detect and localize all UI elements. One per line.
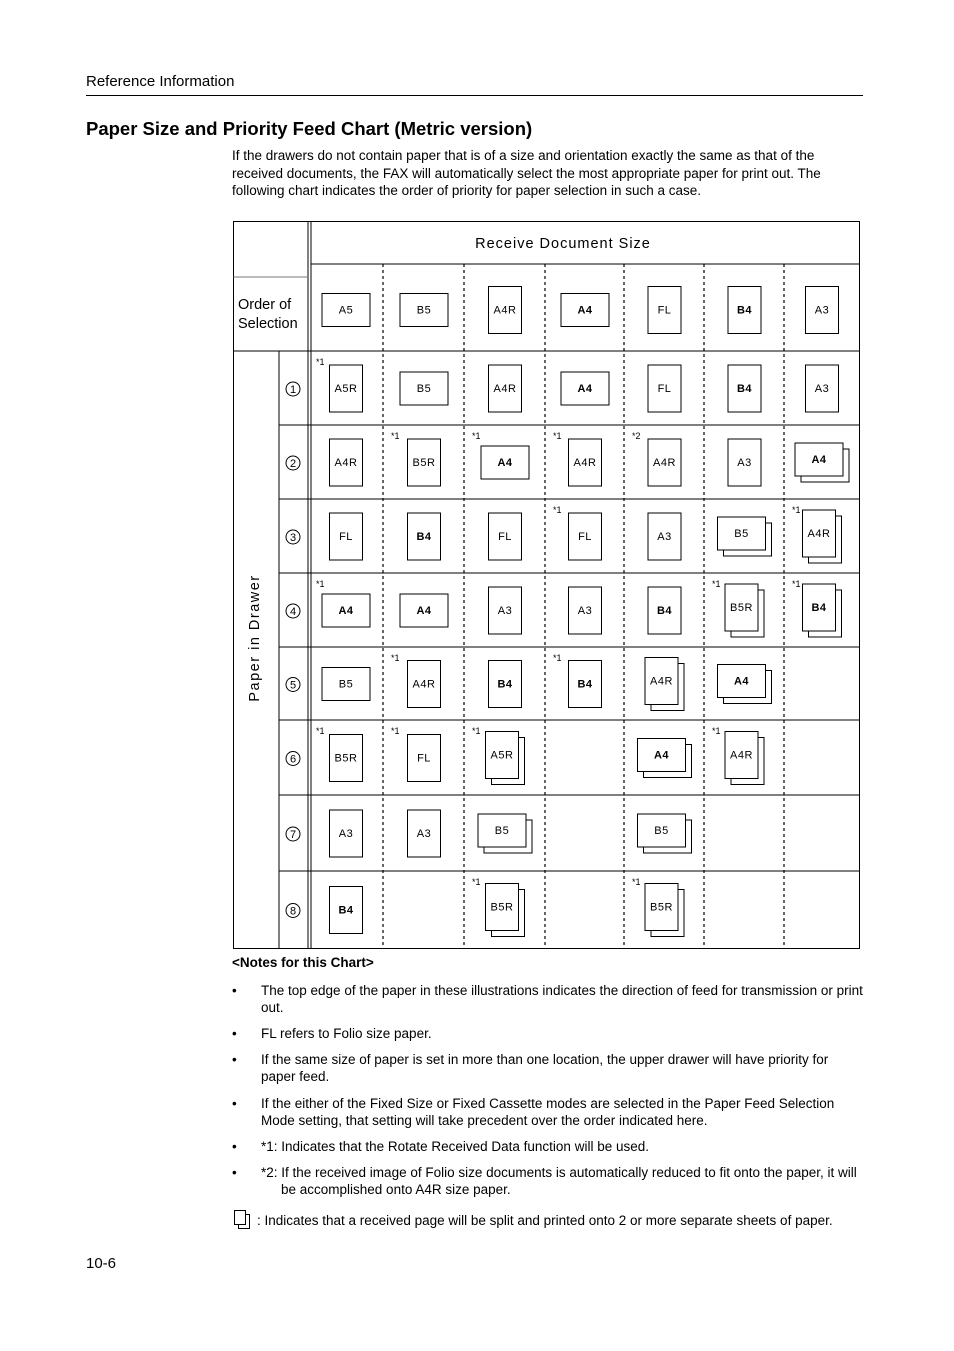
footnote-mark: *1 bbox=[472, 431, 481, 441]
order-marker bbox=[286, 678, 300, 692]
paper-sheet bbox=[806, 365, 839, 412]
paper-size-label: A4R bbox=[412, 678, 436, 691]
paper-size-label: B5R bbox=[412, 457, 436, 469]
paper-sheet bbox=[330, 365, 363, 412]
paper-sheet bbox=[400, 294, 448, 327]
paper-sheet bbox=[486, 732, 525, 785]
paper-sheet bbox=[408, 439, 441, 486]
paper-size-label: A4 bbox=[653, 749, 670, 762]
paper-sheet bbox=[728, 287, 761, 334]
chart-frame bbox=[234, 222, 860, 949]
paper-sheet bbox=[569, 661, 602, 708]
paper-size-label: A4R bbox=[573, 457, 597, 469]
paper-size-label: B4 bbox=[338, 904, 354, 917]
footnote-mark: *1 bbox=[792, 505, 801, 515]
split-pages-icon bbox=[233, 1209, 253, 1231]
note-bullet: • bbox=[232, 983, 237, 998]
paper-size-label: A4R bbox=[807, 528, 831, 540]
order-marker-number: 3 bbox=[289, 532, 297, 544]
paper-size-label: A3 bbox=[338, 828, 354, 840]
paper-sheet bbox=[648, 439, 681, 486]
paper-size-label: A4R bbox=[730, 749, 753, 762]
header-section-title: Reference Information bbox=[86, 73, 235, 90]
footnote-mark: *1 bbox=[391, 431, 400, 441]
paper-size-label: B4 bbox=[656, 605, 673, 617]
order-marker bbox=[286, 752, 300, 766]
paper-size-label: B5R bbox=[730, 602, 753, 614]
paper-sheet bbox=[330, 513, 363, 560]
paper-sheet bbox=[725, 584, 764, 637]
note-item bbox=[232, 1139, 864, 1156]
footnote-mark: *2 bbox=[632, 431, 641, 441]
paper-sheet bbox=[645, 884, 684, 937]
paper-sheet bbox=[725, 732, 764, 785]
paper-size-label: A3 bbox=[814, 304, 830, 317]
chart-grid bbox=[234, 222, 860, 949]
paper-sheet bbox=[561, 294, 609, 327]
paper-size-label: A3 bbox=[497, 605, 513, 617]
note-text: *2: If the received image of Folio size documents is automatically reduced to fit onto the paper, it will be accomplished onto A4R size paper. bbox=[261, 1165, 857, 1197]
paper-size-label: A4R bbox=[653, 457, 676, 469]
paper-size-label: A4 bbox=[577, 304, 593, 317]
order-marker-number: 2 bbox=[289, 458, 297, 470]
footnote-mark: *1 bbox=[553, 431, 562, 441]
paper-size-label: B5 bbox=[654, 825, 669, 837]
paper-sheet bbox=[400, 594, 448, 627]
paper-size-label: B5 bbox=[416, 383, 432, 395]
paper-sheet bbox=[330, 735, 363, 782]
paper-size-label: A3 bbox=[737, 457, 752, 469]
paper-sheet bbox=[489, 513, 522, 560]
footnote-mark: *1 bbox=[316, 357, 325, 367]
paper-size-label: B5 bbox=[416, 304, 432, 317]
paper-sheet bbox=[400, 372, 448, 405]
paper-sheet bbox=[569, 587, 602, 634]
paper-sheet bbox=[481, 446, 529, 479]
paper-size-label: FL bbox=[578, 531, 592, 543]
page-number: 10-6 bbox=[86, 1255, 117, 1272]
paper-size-label: A5 bbox=[338, 304, 354, 317]
note-item bbox=[232, 1026, 864, 1043]
paper-size-label: A4R bbox=[493, 304, 517, 317]
notes-heading: <Notes for this Chart> bbox=[232, 955, 374, 970]
paper-size-label: FL bbox=[657, 304, 672, 317]
paper-size-label: A4 bbox=[416, 605, 432, 617]
paper-in-drawer-label: Paper in Drawer bbox=[247, 574, 263, 702]
paper-size-label: A4 bbox=[577, 383, 593, 395]
paper-sheet bbox=[718, 517, 772, 556]
order-marker-number: 1 bbox=[289, 384, 297, 396]
order-marker bbox=[286, 604, 300, 618]
order-marker bbox=[286, 904, 300, 918]
paper-sheet bbox=[489, 365, 522, 412]
paper-size-label: B4 bbox=[736, 304, 753, 317]
paper-size-label: B5 bbox=[494, 825, 510, 837]
footnote-mark: *1 bbox=[712, 579, 721, 589]
paper-size-label: B4 bbox=[811, 602, 827, 614]
paper-sheet bbox=[648, 365, 681, 412]
paper-sheet bbox=[569, 439, 602, 486]
note-bullet: • bbox=[232, 1096, 237, 1111]
paper-sheet bbox=[489, 587, 522, 634]
paper-sheet bbox=[408, 513, 441, 560]
paper-size-label: B5R bbox=[650, 901, 673, 914]
note-item bbox=[232, 983, 864, 1016]
order-marker-number: 6 bbox=[289, 753, 297, 766]
order-label-line2: Selection bbox=[238, 316, 298, 332]
paper-size-label: B4 bbox=[736, 383, 753, 395]
paper-size-label: A5R bbox=[334, 383, 358, 395]
paper-size-label: FL bbox=[339, 531, 353, 543]
paper-size-label: A3 bbox=[814, 383, 830, 395]
footnote-mark: *1 bbox=[712, 726, 721, 736]
paper-size-label: B4 bbox=[577, 678, 593, 691]
footnote-mark: *1 bbox=[553, 653, 562, 663]
paper-sheet bbox=[795, 443, 849, 482]
intro-paragraph: If the drawers do not contain paper that is of a size and orientation exactly the same as that of the received documents, the FAX will automatically select the most appropriate paper for print out. The following chart indicates the order of priority for paper selection in such a case. bbox=[232, 148, 821, 198]
order-marker bbox=[286, 530, 300, 544]
note-item bbox=[232, 1096, 864, 1129]
paper-sheet bbox=[489, 661, 522, 708]
paper-sheet bbox=[478, 814, 532, 853]
note-bullet: • bbox=[232, 1139, 237, 1154]
paper-sheet bbox=[718, 665, 772, 704]
paper-sheet bbox=[803, 510, 842, 563]
paper-size-label: FL bbox=[657, 383, 672, 395]
paper-sheet bbox=[728, 365, 761, 412]
note-item bbox=[232, 1165, 864, 1198]
page-title: Paper Size and Priority Feed Chart (Metric version) bbox=[86, 118, 533, 139]
paper-size-label: A4 bbox=[338, 605, 354, 617]
footnote-mark: *1 bbox=[632, 877, 641, 887]
note-text: FL refers to Folio size paper. bbox=[261, 1026, 432, 1041]
footnote-mark: *1 bbox=[553, 505, 562, 515]
footnote-mark: *1 bbox=[792, 579, 801, 589]
paper-sheet bbox=[645, 658, 684, 711]
order-label-line1: Order of bbox=[238, 297, 292, 313]
paper-size-label: A3 bbox=[657, 531, 672, 543]
footnote-mark: *1 bbox=[472, 726, 481, 736]
paper-sheet bbox=[638, 739, 692, 778]
paper-sheet bbox=[322, 294, 370, 327]
paper-sheet bbox=[648, 513, 681, 560]
paper-size-label: B5 bbox=[734, 528, 749, 540]
paper-size-label: B5R bbox=[490, 901, 514, 914]
split-note-text: : Indicates that a received page will be split and printed onto 2 or more separate sheets of paper. bbox=[257, 1213, 833, 1228]
paper-sheet bbox=[408, 661, 441, 708]
note-text: If the same size of paper is set in more than one location, the upper drawer will have priority for paper feed. bbox=[261, 1052, 829, 1084]
note-item bbox=[232, 1052, 864, 1085]
paper-size-label: A4R bbox=[334, 457, 358, 469]
note-text: If the either of the Fixed Size or Fixed Cassette modes are selected in the Paper Feed Selection Mode setting, that setting will take precedent over the order indicated here. bbox=[261, 1096, 835, 1128]
paper-size-label: A4 bbox=[497, 457, 513, 469]
paper-sheet bbox=[486, 884, 525, 937]
paper-sheet bbox=[648, 287, 681, 334]
paper-sheet bbox=[489, 287, 522, 334]
paper-sheet bbox=[638, 814, 692, 853]
paper-size-label: B5R bbox=[334, 752, 358, 765]
note-bullet: • bbox=[232, 1026, 237, 1041]
paper-size-label: A3 bbox=[577, 605, 593, 617]
footnote-mark: *1 bbox=[316, 579, 325, 589]
paper-sheet bbox=[728, 439, 761, 486]
header-rule bbox=[86, 95, 863, 96]
footnote-mark: *1 bbox=[316, 726, 325, 736]
order-marker bbox=[286, 456, 300, 470]
note-bullet: • bbox=[232, 1165, 237, 1180]
paper-sheet bbox=[322, 668, 370, 701]
paper-sheet bbox=[803, 584, 842, 637]
chart-cells bbox=[286, 287, 849, 937]
paper-size-label: A4R bbox=[650, 675, 673, 688]
footnote-mark: *1 bbox=[391, 653, 400, 663]
paper-size-label: B5 bbox=[338, 678, 354, 691]
note-text: The top edge of the paper in these illustrations indicates the direction of feed for transmission or print out. bbox=[261, 983, 863, 1015]
note-bullet: • bbox=[232, 1052, 237, 1067]
footnote-mark: *1 bbox=[472, 877, 481, 887]
paper-size-label: A5R bbox=[490, 749, 514, 762]
receive-document-size-header: Receive Document Size bbox=[475, 236, 651, 252]
paper-sheet bbox=[330, 887, 363, 934]
priority-feed-chart bbox=[233, 221, 861, 951]
paper-sheet bbox=[648, 587, 681, 634]
order-marker-number: 8 bbox=[289, 905, 297, 918]
paper-size-label: A4 bbox=[811, 454, 827, 466]
footnote-mark: *1 bbox=[391, 726, 400, 736]
paper-size-label: B4 bbox=[416, 531, 432, 543]
order-marker-number: 4 bbox=[289, 606, 297, 618]
paper-sheet bbox=[806, 287, 839, 334]
paper-size-label: A4 bbox=[733, 675, 750, 688]
split-note bbox=[233, 1209, 833, 1231]
order-marker bbox=[286, 382, 300, 396]
paper-size-label: A3 bbox=[416, 828, 432, 840]
paper-sheet bbox=[408, 735, 441, 782]
paper-sheet bbox=[330, 810, 363, 857]
order-marker-number: 5 bbox=[289, 679, 297, 692]
order-marker bbox=[286, 827, 300, 841]
paper-sheet bbox=[569, 513, 602, 560]
paper-size-label: A4R bbox=[493, 383, 517, 395]
paper-sheet bbox=[561, 372, 609, 405]
paper-sheet bbox=[330, 439, 363, 486]
order-marker-number: 7 bbox=[289, 829, 297, 841]
paper-size-label: FL bbox=[498, 531, 512, 543]
paper-size-label: B4 bbox=[497, 678, 513, 691]
note-text: *1: Indicates that the Rotate Received Data function will be used. bbox=[261, 1139, 649, 1154]
paper-sheet bbox=[408, 810, 441, 857]
paper-size-label: FL bbox=[417, 752, 431, 765]
paper-sheet bbox=[322, 594, 370, 627]
